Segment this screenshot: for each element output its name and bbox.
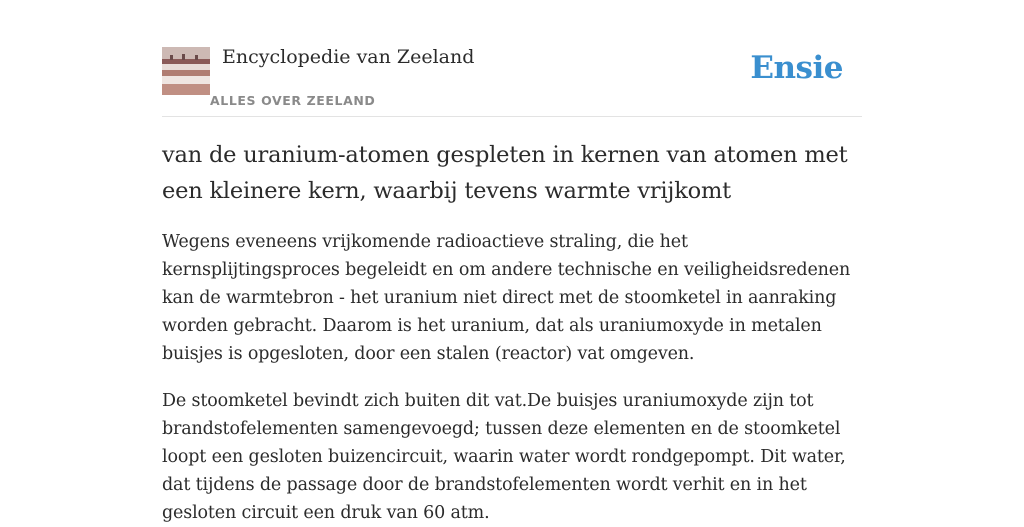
article-paragraph-2: De stoomketel bevindt zich buiten dit vat.De buisjes uraniumoxyde zijn tot brandstofelementen samengevoegd; tussen deze elementen en de stoomketel loopt een gesloten buizencircuit, waarin water wordt rondgepompt. Dit water, dat tijdens de passage door de brandstofelementen wordt verhit en in het gesloten circuit een druk van 60 atm. [162,391,846,523]
site-name-link[interactable]: Encyclopedie van Zeeland [222,46,475,68]
article-paragraph-1: Wegens eveneens vrijkomende radioactieve straling, die het kernsplijtingsproces begeleidt en om andere technische en veiligheidsredenen kan de warmtebron - het uranium niet direct met de stoomketel in aanraking worden gebracht. Daarom is het uranium, dat als uraniumoxyde in metalen buisjes is opgesloten, door een stalen (reactor) vat omgeven. [162,232,851,364]
article-title: van de uranium-atomen gespleten in kernen van atomen met een kleinere kern, waarbij tevens warmte vrijkomt [162,142,848,204]
site-header [162,40,862,117]
site-tagline: ALLES OVER ZEELAND [210,93,376,108]
ensie-logo[interactable]: Ensie [750,50,843,86]
avatar-image [162,47,210,95]
site-avatar[interactable] [162,47,210,95]
